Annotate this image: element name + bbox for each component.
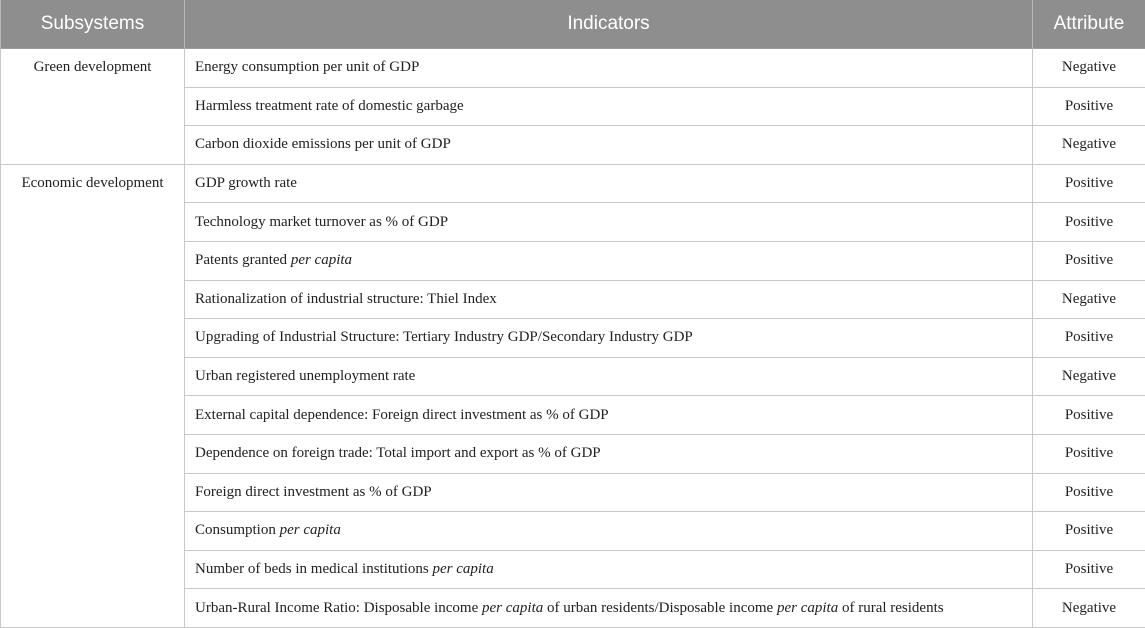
attribute-cell: Positive [1033,473,1145,512]
indicator-cell: Upgrading of Industrial Structure: Tertiary Industry GDP/Secondary Industry GDP [185,319,1033,358]
indicator-italic-text: per capita [432,561,493,577]
indicator-cell: Technology market turnover as % of GDP [185,203,1033,242]
table-row [1,164,1145,203]
subsystem-cell: Green development [1,49,185,165]
table-body [1,49,1145,628]
table-header [1,0,1145,49]
attribute-cell: Negative [1033,357,1145,396]
header-subsystems: Subsystems [1,0,185,49]
attribute-cell: Positive [1033,203,1145,242]
attribute-cell: Positive [1033,396,1145,435]
attribute-cell: Positive [1033,512,1145,551]
indicator-cell: Energy consumption per unit of GDP [185,49,1033,88]
header-attribute: Attribute [1033,0,1145,49]
indicator-cell: GDP growth rate [185,164,1033,203]
indicator-cell [185,241,1033,280]
indicator-text: Patents granted [195,252,291,268]
indicator-cell [185,512,1033,551]
indicator-italic-text: per capita [777,600,838,616]
indicator-italic-text: per capita [291,252,352,268]
attribute-cell: Positive [1033,434,1145,473]
header-indicators: Indicators [185,0,1033,49]
indicator-cell [185,589,1033,628]
indicator-cell: Carbon dioxide emissions per unit of GDP [185,126,1033,165]
attribute-cell: Negative [1033,49,1145,88]
header-row [1,0,1145,49]
indicator-italic-text: per capita [482,600,543,616]
attribute-cell: Positive [1033,241,1145,280]
indicator-italic-text: per capita [280,522,341,538]
indicator-text: of urban residents/Disposable income [543,600,777,616]
attribute-cell: Positive [1033,87,1145,126]
attribute-cell: Positive [1033,164,1145,203]
indicator-cell: Urban registered unemployment rate [185,357,1033,396]
attribute-cell: Negative [1033,589,1145,628]
attribute-cell: Positive [1033,550,1145,589]
attribute-cell: Positive [1033,319,1145,358]
indicator-cell: Rationalization of industrial structure: Thiel Index [185,280,1033,319]
indicator-cell: External capital dependence: Foreign direct investment as % of GDP [185,396,1033,435]
indicator-cell [185,550,1033,589]
subsystem-cell: Economic development [1,164,185,627]
indicator-cell: Dependence on foreign trade: Total import and export as % of GDP [185,434,1033,473]
attribute-cell: Negative [1033,126,1145,165]
indicator-text: Urban-Rural Income Ratio: Disposable income [195,600,482,616]
indicator-text: of rural residents [838,600,943,616]
indicator-cell: Harmless treatment rate of domestic garbage [185,87,1033,126]
table-row [1,49,1145,88]
attribute-cell: Negative [1033,280,1145,319]
indicator-text: Number of beds in medical institutions [195,561,432,577]
indicator-text: Consumption [195,522,280,538]
indicator-cell: Foreign direct investment as % of GDP [185,473,1033,512]
